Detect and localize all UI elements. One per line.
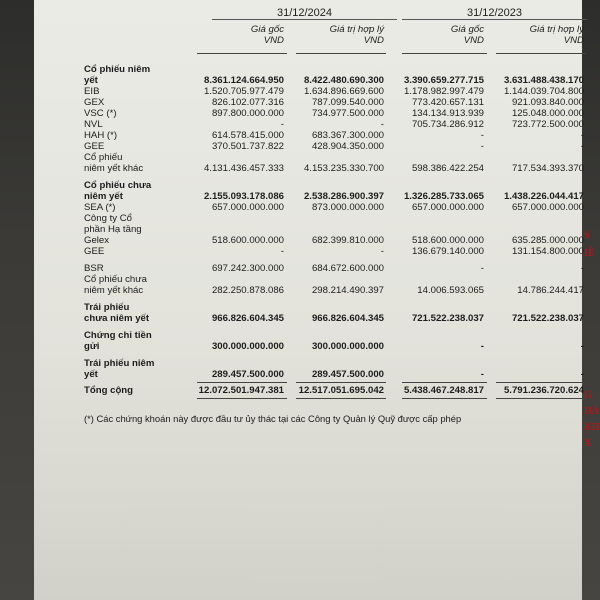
row-label: Tổng cộng xyxy=(84,385,134,396)
row-value: - xyxy=(380,246,384,257)
row-value: 282.250.878.086 xyxy=(211,285,284,296)
row-label: GEE xyxy=(84,246,105,257)
row-value: 1.520.705.977.479 xyxy=(203,86,284,97)
row-value: 300.000.000.000 xyxy=(311,341,384,352)
row-value: 298.214.490.397 xyxy=(311,285,384,296)
row-value: - xyxy=(480,369,484,380)
row-value: 897.800.000.000 xyxy=(211,108,284,119)
period-2023: 31/12/2023 xyxy=(402,8,587,20)
row-label: GEX xyxy=(84,97,105,108)
row-value: 614.578.415.000 xyxy=(211,130,284,141)
row-value: 966.826.604.345 xyxy=(211,313,284,324)
row-value: - xyxy=(480,141,484,152)
table-row xyxy=(84,130,589,141)
row-label: Trái phiếu xyxy=(84,302,130,313)
table-row xyxy=(84,152,589,174)
row-value: 131.154.800.000 xyxy=(511,246,584,257)
row-value: 12.517.051.695.042 xyxy=(298,385,384,396)
row-value: - xyxy=(580,263,584,274)
row-value: - xyxy=(480,263,484,274)
table-row xyxy=(84,119,589,130)
row-value: 721.522.238.037 xyxy=(411,313,484,324)
row-label: EIB xyxy=(84,86,100,97)
row-value: 5.438.467.248.817 xyxy=(403,385,484,396)
document-page xyxy=(34,0,582,600)
row-value: 4.131.436.457.333 xyxy=(203,163,284,174)
margin-mark: IÊ xyxy=(584,248,595,259)
row-value: 1.438.226.044.417 xyxy=(503,191,584,202)
row-value: - xyxy=(580,141,584,152)
row-value: 684.672.600.000 xyxy=(311,263,384,274)
row-value: 289.457.500.000 xyxy=(211,369,284,380)
table-header xyxy=(84,8,589,56)
row-value: 966.826.604.345 xyxy=(311,313,384,324)
table-row xyxy=(84,213,589,246)
row-label: GEE xyxy=(84,141,105,152)
row-value: - xyxy=(280,119,284,130)
row-value: 873.000.000.000 xyxy=(311,202,384,213)
adjacent-page-edge xyxy=(582,230,600,510)
row-value: 1.178.982.997.479 xyxy=(403,86,484,97)
row-value: 1.634.896.669.600 xyxy=(303,86,384,97)
table-row xyxy=(84,274,589,296)
row-label: Cổ phiếu chưa xyxy=(84,180,152,191)
row-value: 1.326.285.733.065 xyxy=(403,191,484,202)
row-value: 657.000.000.000 xyxy=(511,202,584,213)
row-value: - xyxy=(480,130,484,141)
row-label: Công ty Cổ xyxy=(84,213,132,224)
row-label: Chứng chỉ tiền xyxy=(84,330,152,341)
row-value: 3.631.488.438.170 xyxy=(503,75,584,86)
row-label: phần Hạ tầng xyxy=(84,224,142,235)
table-row xyxy=(84,180,589,202)
row-label: Cổ phiếu niêm xyxy=(84,64,151,75)
table-body xyxy=(84,64,589,401)
table-row xyxy=(84,358,589,380)
col-fair-2023: Giá trị hợp lý VND xyxy=(529,24,584,46)
row-label: BSR xyxy=(84,263,104,274)
table-row xyxy=(84,141,589,152)
row-label: yết xyxy=(84,369,98,380)
row-value: 300.000.000.000 xyxy=(211,341,284,352)
row-value: 125.048.000.000 xyxy=(511,108,584,119)
table-row xyxy=(84,108,589,119)
row-value: 657.000.000.000 xyxy=(211,202,284,213)
margin-mark: S xyxy=(584,230,590,241)
row-label: niêm yết xyxy=(84,191,123,202)
table-row xyxy=(84,246,589,257)
table-row xyxy=(84,263,589,274)
row-value: 2.538.286.900.397 xyxy=(303,191,384,202)
col-fair-2024: Giá trị hợp lý VND xyxy=(329,24,384,46)
row-value: 14.786.244.417 xyxy=(517,285,584,296)
col-cost-2023: Giá gốc VND xyxy=(450,24,484,46)
row-value: 717.534.393.370 xyxy=(511,163,584,174)
table-row xyxy=(84,86,589,97)
row-value: 705.734.286.912 xyxy=(411,119,484,130)
margin-mark: KH xyxy=(584,422,600,433)
row-label: Gelex xyxy=(84,235,110,246)
row-value: - xyxy=(580,369,584,380)
row-label: niêm yết khác xyxy=(84,163,144,174)
row-value: 14.006.593.065 xyxy=(417,285,484,296)
row-value: 2.155.093.178.086 xyxy=(203,191,284,202)
margin-mark: HÀ xyxy=(584,406,599,417)
table-row xyxy=(84,385,589,396)
row-value: 12.072.501.947.381 xyxy=(198,385,284,396)
row-value: 721.522.238.037 xyxy=(511,313,584,324)
row-label: chưa niêm yết xyxy=(84,313,150,324)
row-value: - xyxy=(280,246,284,257)
row-value: 136.679.140.000 xyxy=(411,246,484,257)
row-value: 518.600.000.000 xyxy=(411,235,484,246)
row-value: 921.093.840.000 xyxy=(511,97,584,108)
row-value: 635.285.000.000 xyxy=(511,235,584,246)
row-value: 598.386.422.254 xyxy=(411,163,484,174)
row-label: Trái phiếu niêm xyxy=(84,358,155,369)
row-value: 773.420.657.131 xyxy=(411,97,484,108)
margin-mark: X xyxy=(584,438,592,449)
row-label: VSC (*) xyxy=(84,108,117,119)
row-value: 134.134.913.939 xyxy=(411,108,484,119)
row-label: NVL xyxy=(84,119,103,130)
row-value: 5.791.236.720.624 xyxy=(503,385,584,396)
row-value: - xyxy=(480,341,484,352)
row-value: 723.772.500.000 xyxy=(511,119,584,130)
row-value: 657.000.000.000 xyxy=(411,202,484,213)
row-value: 3.390.659.277.715 xyxy=(403,75,484,86)
col-cost-2024: Giá gốc VND xyxy=(250,24,284,46)
row-value: - xyxy=(580,130,584,141)
row-value: 518.600.000.000 xyxy=(211,235,284,246)
row-value: 683.367.300.000 xyxy=(311,130,384,141)
table-row xyxy=(84,202,589,213)
row-label: gửi xyxy=(84,341,100,352)
row-label: Cổ phiếu chưa xyxy=(84,274,147,285)
row-label: HAH (*) xyxy=(84,130,118,141)
row-value: 4.153.235.330.700 xyxy=(303,163,384,174)
table-row xyxy=(84,97,589,108)
row-value: 8.422.480.690.300 xyxy=(303,75,384,86)
row-value: 734.977.500.000 xyxy=(311,108,384,119)
row-label: yết xyxy=(84,75,98,86)
footnote: (*) Các chứng khoán này được đầu tư ủy thác tại các Công ty Quản lý Quỹ được cấp phép xyxy=(84,413,462,424)
row-value: 682.399.810.000 xyxy=(311,235,384,246)
margin-mark: G xyxy=(584,390,592,401)
row-value: 428.904.350.000 xyxy=(311,141,384,152)
investment-table xyxy=(84,8,589,424)
period-2024: 31/12/2024 xyxy=(212,8,397,20)
row-label: SEA (*) xyxy=(84,202,116,213)
table-row xyxy=(84,302,589,324)
row-value: 826.102.077.316 xyxy=(211,97,284,108)
row-value: 787.099.540.000 xyxy=(311,97,384,108)
table-row xyxy=(84,64,589,86)
table-row xyxy=(84,330,589,352)
row-value: 370.501.737.822 xyxy=(211,141,284,152)
row-value: 1.144.039.704.800 xyxy=(503,86,584,97)
row-value: 289.457.500.000 xyxy=(311,369,384,380)
row-value: 697.242.300.000 xyxy=(211,263,284,274)
row-value: - xyxy=(580,341,584,352)
row-label: niêm yết khác xyxy=(84,285,144,296)
row-label: Cổ phiếu xyxy=(84,152,123,163)
row-value: 8.361.124.664.950 xyxy=(203,75,284,86)
row-value: - xyxy=(380,119,384,130)
